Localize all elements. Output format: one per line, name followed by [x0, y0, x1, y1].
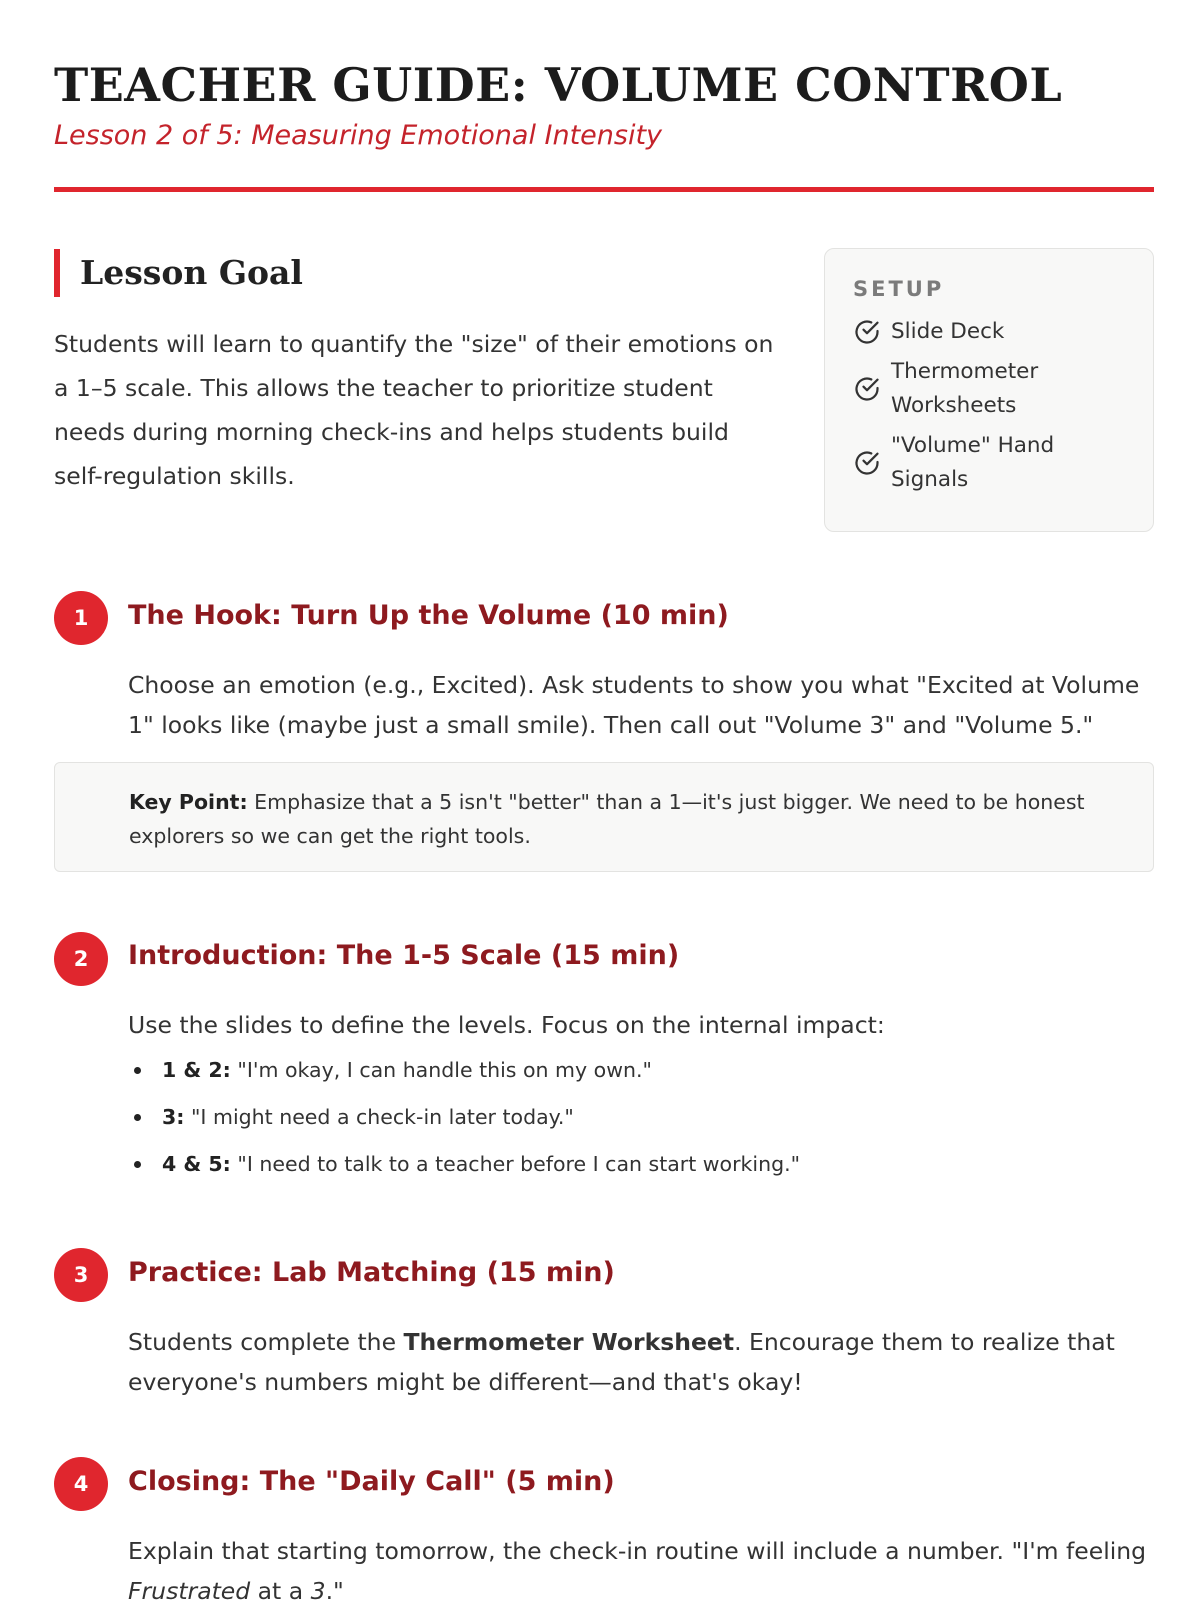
step-3-body-start: Students complete the — [128, 1328, 404, 1356]
setup-box — [824, 248, 1154, 532]
setup-item-slide-deck — [853, 315, 1127, 349]
page-subtitle: Lesson 2 of 5: Measuring Emotional Intensity — [54, 120, 663, 151]
step-3-title: Practice: Lab Matching (15 min) — [128, 1257, 615, 1288]
worksheet-name: Thermometer Worksheet — [403, 1328, 735, 1356]
bullet-text: "I might need a check-in later today." — [184, 1105, 574, 1129]
key-point-text: Emphasize that a 5 isn't "better" than a 1—it's just bigger. We need to be honest explorers so we can get the right tools. — [129, 790, 1085, 848]
goal-accent-bar — [54, 249, 60, 297]
bullet-label: 1 & 2: — [162, 1058, 231, 1082]
bullet-text: "I need to talk to a teacher before I can start working." — [230, 1152, 801, 1176]
check-circle-icon — [853, 318, 881, 346]
list-item — [128, 1149, 800, 1179]
bullet-label: 4 & 5: — [162, 1152, 231, 1176]
list-item — [128, 1055, 800, 1085]
step-number-badge: 3 — [54, 1248, 108, 1302]
list-item — [128, 1102, 800, 1132]
setup-item-label: "Volume" Hand Signals — [891, 433, 1055, 492]
bullet-label: 3: — [162, 1105, 185, 1129]
setup-item-label: Thermometer Worksheets — [891, 359, 1039, 418]
setup-title: SETUP — [853, 277, 945, 301]
step-1-title: The Hook: Turn Up the Volume (10 min) — [128, 600, 729, 631]
check-circle-icon — [853, 449, 881, 477]
step-4-body-start: Explain that starting tomorrow, the check-in routine will include a number. "I'm feeling — [128, 1537, 1147, 1565]
number-example: 3 — [310, 1577, 326, 1605]
emotion-example: Frustrated — [128, 1577, 251, 1605]
step-4-body-end: ." — [325, 1577, 344, 1605]
step-number-badge: 2 — [54, 932, 108, 986]
step-4-title: Closing: The "Daily Call" (5 min) — [128, 1466, 615, 1497]
lesson-goal-text: Students will learn to quantify the "size" of their emotions on a 1–5 scale. This allows the teacher to prioritize student needs during morning check-ins and helps students build self-regulation skills. — [54, 330, 774, 490]
lesson-goal-heading: Lesson Goal — [80, 253, 303, 292]
step-3-body — [128, 1322, 1158, 1402]
setup-item-hand-signals — [853, 429, 1127, 497]
step-4-body — [128, 1531, 1158, 1611]
step-2-title: Introduction: The 1-5 Scale (15 min) — [128, 940, 680, 971]
step-4-body-mid: at a — [250, 1577, 311, 1605]
step-3-body-end: . Encourage them to realize that everyone's numbers might be different—and that's okay! — [128, 1328, 1115, 1396]
step-2-body: Use the slides to define the levels. Focus on the internal impact: — [128, 1011, 885, 1039]
step-number-badge: 1 — [54, 591, 108, 645]
page-title: TEACHER GUIDE: VOLUME CONTROL — [54, 58, 1063, 112]
setup-item-label: Slide Deck — [891, 319, 1005, 344]
title-divider — [54, 187, 1154, 192]
step-number-badge: 4 — [54, 1457, 108, 1511]
step-1-body: Choose an emotion (e.g., Excited). Ask students to show you what "Excited at Volume 1" looks like (maybe just a small smile). Then call out "Volume 3" and "Volume 5." — [128, 671, 1140, 739]
setup-item-worksheets — [853, 355, 1127, 423]
key-point-callout — [54, 762, 1154, 872]
bullet-text: "I'm okay, I can handle this on my own." — [230, 1058, 652, 1082]
level-bullet-list — [128, 1055, 800, 1196]
check-circle-icon — [853, 375, 881, 403]
key-point-label: Key Point: — [129, 790, 248, 814]
